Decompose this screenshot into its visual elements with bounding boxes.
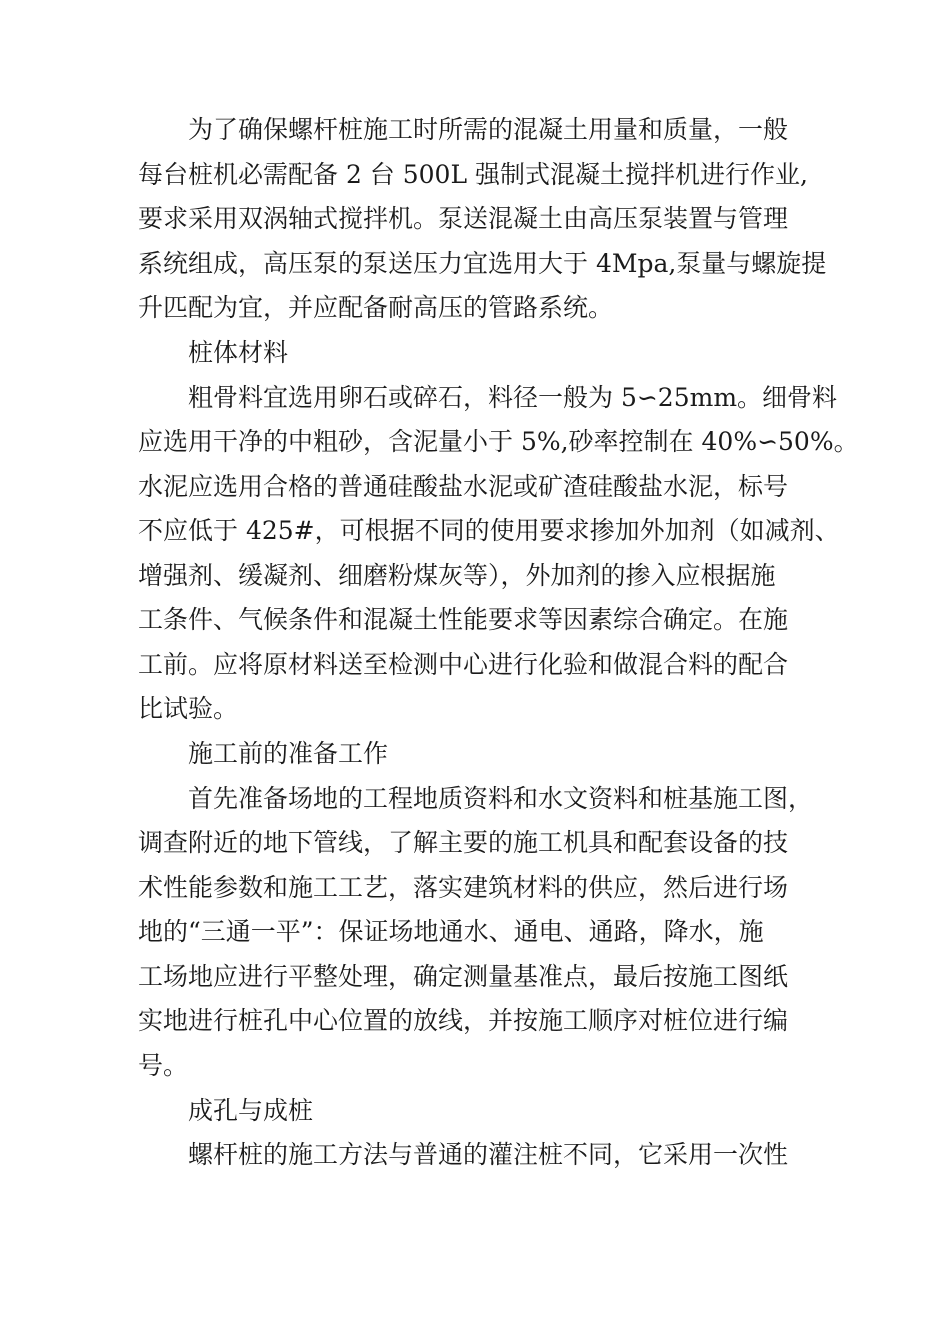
text-line: 不应低于 425#，可根据不同的使用要求掺加外加剂（如减剂、 <box>138 516 840 545</box>
text-line: 粗骨料宜选用卵石或碎石，料径一般为 5∽25mm。细骨料 <box>188 383 838 412</box>
section-heading: 成孔与成桩 <box>188 1096 314 1125</box>
text-line: 系统组成，高压泵的泵送压力宜选用大于 4Mpa,泵量与螺旋提 <box>138 249 827 278</box>
text-line: 首先准备场地的工程地质资料和水文资料和桩基施工图， <box>188 784 814 813</box>
text-line: 术性能参数和施工工艺，落实建筑材料的供应，然后进行场 <box>138 873 789 902</box>
text-line: 比试验。 <box>138 694 239 723</box>
section-heading: 施工前的准备工作 <box>188 739 389 768</box>
text-line: 为了确保螺杆桩施工时所需的混凝土用量和质量，一般 <box>188 115 789 144</box>
text-line: 每台桩机必需配备 2 台 500L 强制式混凝土搅拌机进行作业, <box>138 160 808 189</box>
text-line: 增强剂、缓凝剂、细磨粉煤灰等），外加剂的掺入应根据施 <box>138 561 776 590</box>
text-line: 地的“三通一平”：保证场地通水、通电、通路，降水，施 <box>138 917 764 946</box>
text-line: 升匹配为宜，并应配备耐高压的管路系统。 <box>138 293 614 322</box>
text-line: 水泥应选用合格的普通硅酸盐水泥或矿渣硅酸盐水泥，标号 <box>138 472 789 501</box>
text-line: 号。 <box>138 1051 189 1080</box>
section-heading: 桩体材料 <box>188 338 289 367</box>
text-line: 实地进行桩孔中心位置的放线，并按施工顺序对桩位进行编 <box>138 1006 789 1035</box>
text-line: 应选用干净的中粗砂，含泥量小于 5%,砂率控制在 40%∽50%。 <box>138 427 859 456</box>
text-line: 工前。应将原材料送至检测中心进行化验和做混合料的配合 <box>138 650 789 679</box>
text-line: 工场地应进行平整处理，确定测量基准点，最后按施工图纸 <box>138 962 789 991</box>
text-line: 要求采用双涡轴式搅拌机。泵送混凝土由高压泵装置与管理 <box>138 204 789 233</box>
text-line: 调查附近的地下管线，了解主要的施工机具和配套设备的技 <box>138 828 789 857</box>
text-line: 螺杆桩的施工方法与普通的灌注桩不同，它采用一次性 <box>188 1140 789 1169</box>
text-line: 工条件、气候条件和混凝土性能要求等因素综合确定。在施 <box>138 605 789 634</box>
